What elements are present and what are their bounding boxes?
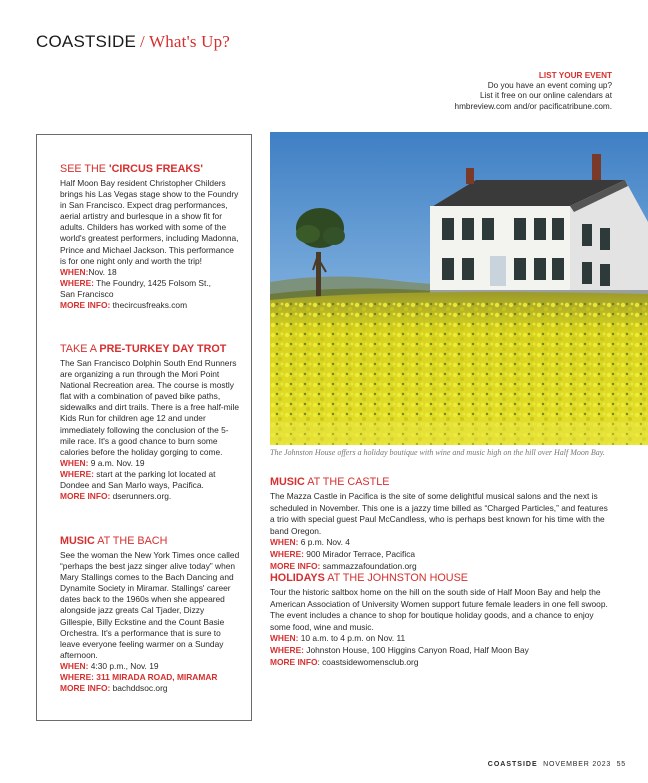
- event-when: [60, 661, 240, 672]
- event-holidays-at-johnston-house: [270, 572, 610, 668]
- info-link[interactable]: sammazzafoundation.org: [322, 560, 417, 571]
- info-link[interactable]: thecircusfreaks.com: [112, 300, 188, 311]
- where-label: WHERE:: [270, 548, 304, 559]
- event-description: Tour the historic saltbox home on the hill on the south side of Half Moon Bay and help the American Association of University Women support future female leaders in one fell swoop. The event includes a chance to shop for boutique holiday goods, and a chance to enjoy some food, wine and music.: [270, 587, 608, 632]
- where-label: WHERE:: [60, 277, 94, 288]
- event-more-info: [60, 683, 240, 694]
- event-when: [60, 267, 240, 278]
- info-link[interactable]: : coastsidewomensclub.org: [317, 656, 419, 667]
- event-heading: [60, 163, 240, 176]
- where-value: Johnston House, 100 Higgins Canyon Road, Half Moon Bay: [306, 644, 529, 655]
- event-description: Half Moon Bay resident Christopher Childers brings his Las Vegas stage show to the Foundry in San Francisco. Expect drag performances, aerial artistry and burlesque in a show fit for adults. Childers has worked with some of the world's greatest performers, including Madonna, Prince and Michael Jackson. This performance is for one night only and worth the trip!: [60, 178, 239, 266]
- event-when: [270, 537, 610, 549]
- heading-strong: MUSIC: [60, 535, 95, 547]
- event-music-at-the-castle: [270, 476, 610, 572]
- when-label: WHEN:: [60, 457, 89, 468]
- where-value: start at the parking lot located at Dondee and San Marlo ways, Pacifica.: [60, 468, 216, 491]
- info-label: MORE INFO:: [60, 300, 111, 311]
- heading-suffix: AT THE JOHNSTON HOUSE: [324, 572, 468, 584]
- where-value: 900 Mirador Terrace, Pacifica: [306, 548, 416, 559]
- when-label: WHEN:: [60, 266, 89, 277]
- folio-brand: COASTSIDE: [487, 761, 538, 768]
- event-where: [270, 645, 610, 657]
- event-description: The Mazza Castle in Pacifica is the site of some delightful musical salons and the next is scheduled in November. This one is a jazzy time billed as “Charged Particles,” and features a trio with special guest Paul McCandless, who is perhaps best known for his time with the band Oregon.: [270, 491, 608, 536]
- when-value: 4:30 p.m., Nov. 19: [90, 660, 159, 671]
- event-music-at-the-bach: [60, 535, 240, 694]
- masthead: [36, 32, 230, 52]
- heading-strong: 'CIRCUS FREAKS': [109, 163, 203, 175]
- masthead-separator: /: [140, 32, 145, 51]
- sidebar-box: [36, 134, 252, 721]
- johnston-house-photo: [270, 132, 648, 445]
- masthead-brand: COASTSIDE: [36, 32, 137, 51]
- when-label: WHEN:: [270, 633, 299, 644]
- event-where: [270, 549, 610, 561]
- when-label: WHEN:: [270, 537, 299, 548]
- info-link[interactable]: dserunners.org.: [112, 491, 172, 502]
- event-heading: [60, 343, 240, 356]
- event-when: [60, 458, 240, 469]
- list-event-line-2: List it free on our online calendars at: [480, 91, 612, 101]
- photo-caption: The Johnston House offers a holiday boutique with wine and music high on the hill over Half Moon Bay.: [270, 448, 605, 457]
- info-label: MORE INFO: [270, 656, 318, 667]
- when-value: 9 a.m. Nov. 19: [90, 457, 145, 468]
- event-description: The San Francisco Dolphin South End Runners are organizing a run through the Mori Point National Recreation area. The course is mostly flat with a combination of paved bike paths, sidewalks and dirt trails. There is a free half-mile Kids Run for children age 12 and under immediately following the conclusion of the 5-mile race. It's a good chance to burn some calories before the holiday gorging to come.: [60, 358, 240, 457]
- event-where: WHERE: 311 MIRADA ROAD, MIRAMAR: [60, 672, 218, 683]
- event-more-info: [270, 561, 610, 573]
- event-more-info: [60, 491, 240, 502]
- event-where: [60, 278, 240, 300]
- event-heading: [60, 535, 240, 548]
- where-value-line-2: San Francisco: [60, 288, 114, 299]
- heading-suffix: AT THE CASTLE: [304, 476, 390, 488]
- when-label: WHEN:: [60, 660, 89, 671]
- event-heading: [270, 572, 610, 585]
- event-more-info: [60, 300, 240, 311]
- when-value: Nov. 18: [88, 266, 117, 277]
- event-where: [60, 469, 240, 491]
- heading-strong: HOLIDAYS: [270, 572, 325, 584]
- event-more-info: [270, 657, 610, 669]
- list-your-event: [392, 71, 612, 112]
- list-event-heading: LIST YOUR EVENT: [538, 71, 612, 80]
- heading-prefix: SEE THE: [60, 163, 110, 175]
- info-label: MORE INFO:: [270, 560, 321, 571]
- where-label: WHERE:: [60, 468, 94, 479]
- masthead-section: What's Up?: [148, 32, 231, 51]
- heading-strong: MUSIC: [270, 476, 305, 488]
- event-circus-freaks: [60, 163, 240, 311]
- event-description: See the woman the New York Times once called “perhaps the best jazz singer alive today” when Mary Stallings comes to the Bach Dancing and Dynamite Society in Miramar. Stallings' career dates back to the 1960s when she appeared alongside jazz greats Cal Tjader, Dizzy Gillespie, Billy Eckstine and the Count Basie Orchestra. It's a performance that is sure to leave everyone feeling warmer on a Sunday afternoon.: [60, 550, 240, 660]
- event-when: [270, 633, 610, 645]
- heading-strong: PRE-TURKEY DAY TROT: [99, 343, 227, 355]
- info-label: MORE INFO:: [60, 491, 111, 502]
- heading-suffix: AT THE BACH: [94, 535, 168, 547]
- folio-issue: NOVEMBER 2023: [543, 761, 612, 768]
- event-heading: [270, 476, 610, 489]
- info-link[interactable]: bachddsoc.org: [112, 683, 168, 694]
- event-pre-turkey-day-trot: [60, 343, 240, 502]
- when-value: 10 a.m. to 4 p.m. on Nov. 11: [300, 633, 406, 644]
- where-label: WHERE:: [270, 644, 304, 655]
- list-event-line-1: Do you have an event coming up?: [487, 81, 612, 91]
- page-folio: [488, 761, 626, 768]
- where-value: The Foundry, 1425 Folsom St.,: [96, 277, 211, 288]
- list-event-line-3: hmbreview.com and/or pacificatribune.com.: [454, 101, 612, 111]
- when-value: 6 p.m. Nov. 4: [300, 537, 350, 548]
- info-label: MORE INFO:: [60, 683, 111, 694]
- folio-page-number: 55: [616, 761, 626, 768]
- heading-prefix: TAKE A: [60, 343, 100, 355]
